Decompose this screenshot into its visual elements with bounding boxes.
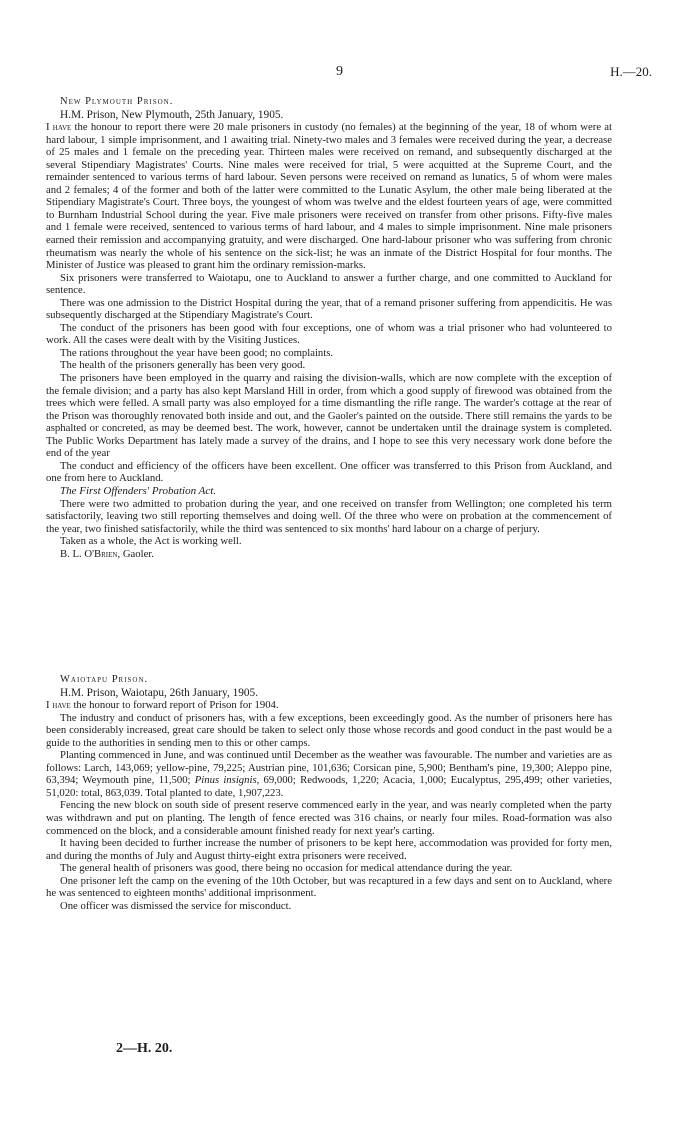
new-plymouth-paragraph: The conduct and efficiency of the officers have been excellent. One officer was transferred to this Prison from Auckland, and one from here to Auckland. — [46, 459, 612, 485]
page-number: 9 — [336, 64, 343, 79]
new-plymouth-paragraph: Six prisoners were transferred to Waiotapu, one to Auckland to answer a further charge, and one committed to Auckland for sentence. — [46, 271, 612, 297]
gaoler-signature: B. L. O'Brien, Gaoler. — [60, 547, 154, 560]
waiotapu-paragraph: I have the honour to forward report of Prison for 1904. — [46, 699, 279, 712]
waiotapu-paragraph: The industry and conduct of prisoners has, with a few exceptions, been exceedingly good. As the number of prisoners here has been considerably increased, great care should be taken to select only those whose records and good conduct in the past would be a guide to the authorities in sending men to this or other camps. — [46, 711, 612, 749]
waiotapu-title: Waiotapu Prison. — [60, 674, 149, 685]
waiotapu-paragraph: Planting commenced in June, and was continued until December as the weather was favourable. The number and varieties are as follows: Larch, 143,069; yellow-pine, 79,225; Austrian pine, 101,636; Corsican pine, 5,900; Bentham's pine, 19,300; Aleppo pine, 63,394; Weymouth pine, 11,500; Pinus insignis, 69,000; Redwoods, 1,220; Acacia, 1,000; Eucalyptus, 295,499; other varieties, 51,020: total, 863,039. Total planted to date, 1,907,223. — [46, 749, 612, 799]
new-plymouth-title: New Plymouth Prison. — [60, 96, 174, 107]
new-plymouth-paragraph: The health of the prisoners generally has been very good. — [60, 359, 306, 372]
opening-words: I have — [46, 121, 72, 134]
waiotapu-report — [46, 674, 612, 912]
probation-paragraph: Taken as a whole, the Act is working well. — [60, 535, 242, 548]
new-plymouth-paragraph: The rations throughout the year have been good; no complaints. — [60, 346, 334, 359]
waiotapu-paragraph: One officer was dismissed the service for misconduct. — [60, 899, 292, 912]
new-plymouth-dateline: H.M. Prison, New Plymouth, 25th January, 1905. — [60, 108, 284, 121]
opening-words: I have — [46, 699, 71, 712]
waiotapu-paragraph: It having been decided to further increase the number of prisoners to be kept here, accommodation was provided for forty men, and during the months of July and August thirty-eight extra prisoners were received. — [46, 837, 612, 862]
new-plymouth-paragraph: There was one admission to the District Hospital during the year, that of a remand prisoner suffering from appendicitis. He was subsequently discharged at the Stipendiary Magistrate's Court. — [46, 296, 612, 322]
probation-act-subheading: The First Offenders' Probation Act. — [60, 484, 217, 497]
waiotapu-paragraph: Fencing the new block on south side of present reserve commenced early in the year, and was nearly completed when the party was withdrawn and put on planting. The length of fence erected was 316 chains, or nearly four miles. Road-formation was also commenced on the block, and a considerable amount finished ready for next year's carting. — [46, 799, 612, 837]
probation-paragraph: There were two admitted to probation during the year, and one received on transfer from Wellington; one completed his term satisfactorily, leaving two still reporting themselves and doing well. Of the three who were on probation at the commencement of the year, two finished satisfactorily, while the third was sentenced to six months' hard labour on a charge of perjury. — [46, 497, 612, 535]
waiotapu-dateline: H.M. Prison, Waiotapu, 26th January, 1905. — [60, 686, 259, 699]
new-plymouth-paragraph: I have the honour to report there were 20 male prisoners in custody (no females) at the beginning of the year, 18 of whom were at hard labour, 1 simple imprisonment, and 1 awaiting trial. Ninety-two males and 3 females were received during the year, a decrease of 25 males and 1 female on the preceding year. Thirteen males were received on remand, and subsequently discharged at the several Stipendiary Magistrates' Courts. Nine males were received for trial, 5 were acquitted at the Supreme Court, and the remainder sentenced to various terms of hard labour. Seven persons were received on remand as lunatics, 5 of whom were males and 2 females; 4 of the former and both of the latter were committed to the Lunatic Asylum, the other male being liberated at the Stipendiary Magistrate's Court. Three boys, the youngest of whom was twelve and the eldest fourteen years of age, were committed to Burnham Industrial School during the year. Five male prisoners were received on transfer from other prisons. Fifty-five males and 1 female were received, sentenced to various terms of hard labour, and 4 males to simple imprisonment. Nine male prisoners earned their remission and accompanying gratuity, and were discharged. One hard-labour prisoner who was suffering from chronic rheumatism was nearly the whole of his sentence on the sick-list; he was an inmate of the District Hospital for four months. The Minister of Justice was pleased to grant him the ordinary remission-marks. — [46, 121, 612, 272]
signature-mark: 2—H. 20. — [116, 1041, 173, 1056]
new-plymouth-report — [46, 96, 612, 560]
waiotapu-paragraph: The general health of prisoners was good, there being no occasion for medical attendance during the year. — [60, 862, 513, 875]
document-reference: H.—20. — [610, 64, 652, 79]
new-plymouth-paragraph: The conduct of the prisoners has been good with four exceptions, one of whom was a trial prisoner who had volunteered to work. All the cases were dealt with by the Visiting Justices. — [46, 321, 612, 347]
waiotapu-paragraph: One prisoner left the camp on the evening of the 10th October, but was recaptured in a few days and sent on to Auckland, where he was sentenced to eighteen months' additional imprisonment. — [46, 874, 612, 900]
new-plymouth-paragraph: The prisoners have been employed in the quarry and raising the division-walls, which are now complete with the exception of the female division; and a party has also kept Marsland Hill in order, from which a good supply of firewood was obtained from the trees which were felled. A small party was also employed for a time dismantling the rifle range. The warder's cottage at the rear of the Prison was thoroughly renovated both inside and out, and the Gaoler's painted on the outside. There still remains the yards to be asphalted or concreted, as may be deemed best. The work, however, cannot be undertaken until the drainage system is completed. The Public Works Department has lately made a survey of the drains, and I hope to see this very necessary work done before the end of the year — [46, 372, 612, 460]
